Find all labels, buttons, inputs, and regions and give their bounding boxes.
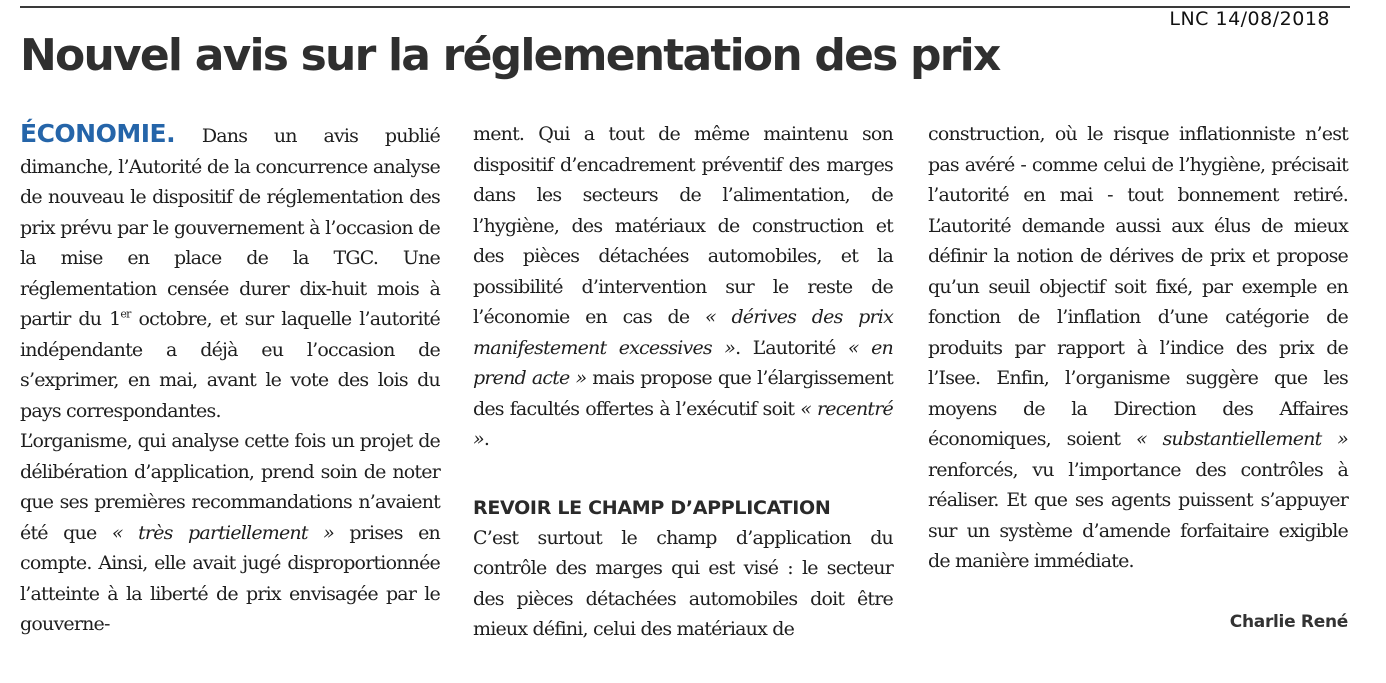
quote-en-prend-acte: « en prend acte »: [473, 336, 893, 389]
paragraph-4: C’est surtout le champ d’application du contrôle des marges qui est visé : le secteur des pièces détachées automobiles doit être mieux défini, celui des matériaux de: [473, 526, 893, 640]
paragraph-3-text-a: ment. Qui a tout de même maintenu son dispositif d’encadrement préventif des marges dans les secteurs de l’alimentation, de l’hygiène, des matériaux de construction et des pièces détachées automobiles, et la possibilité d’intervention sur le reste de l’économie en cas de: [473, 123, 893, 328]
paragraph-2-text-a: L’organisme, qui analyse cette fois un projet de délibération d’application, prend soin de noter que ses premières recommandations n’avaient été que: [20, 430, 440, 544]
quote-recentre: « recentré »: [473, 397, 893, 450]
source-date-label: LNC 14/08/2018: [1169, 8, 1330, 30]
paragraph-5: [928, 119, 1348, 577]
quote-derives-des-prix: « dérives des prix manifestement excessives »: [473, 306, 893, 359]
paragraph-1-text-a: Dans un avis publié dimanche, l’Autorité de la concurrence analyse de nouveau le dispositif de réglementation des prix prévu par le gouvernement à l’occasion de la mise en place de la TGC. Une réglementation censée durer dix-huit mois à partir du 1: [20, 125, 440, 330]
quote-tres-partiellement: « très partiellement »: [111, 521, 334, 544]
section-subheading: REVOIR LE CHAMP D’APPLICATION: [473, 496, 831, 519]
author-byline: Charlie René: [1229, 612, 1348, 632]
paragraph-3: [473, 119, 893, 455]
paragraph-5-text-a: construction, où le risque inflationniste n’est pas avéré - comme celui de l’hygiène, précisait l’autorité en mai - tout bonnement retiré. L’autorité demande aussi aux élus de mieux définir la notion de dérives de prix et propose qu’un seuil objectif soit fixé, par exemple en fonction de l’inflation d’une catégorie de produits par rapport à l’indice des prix de l’Isee. Enfin, l’organisme suggère que les moyens de la Direction des Affaires économiques, soient: [928, 123, 1348, 450]
paragraph-3-text-c: mais propose que l’élargissement des facultés offertes à l’exécutif soit: [473, 367, 894, 420]
paragraph-3-text-b: . L’autorité: [735, 336, 848, 359]
paragraph-1-text-b: octobre, et sur laquelle l’autorité indépendante a déjà eu l’occasion de s’exprimer, en mai, avant le vote des lois du pays correspondantes.: [20, 308, 440, 422]
article-headline: Nouvel avis sur la réglementation des prix: [20, 30, 1000, 81]
paragraph-2-text-b: prises en compte. Ainsi, elle avait jugé disproportionnée l’atteinte à la liberté de prix envisagée par le gouverne-: [20, 521, 440, 635]
paragraph-5-text-b: renforcés, vu l’importance des contrôles à réaliser. Et que ses agents puissent s’appuyer sur un système d’amende forfaitaire exigible de manière immédiate.: [928, 458, 1348, 572]
ordinal-suffix: er: [120, 307, 131, 321]
paragraph-1: [20, 119, 440, 426]
section-kicker: ÉCONOMIE.: [20, 119, 176, 148]
paragraph-2: [20, 426, 440, 640]
article-column-1: [20, 119, 440, 640]
article-column-3: [928, 119, 1348, 577]
top-rule: [20, 6, 1350, 8]
quote-substantiellement: « substantiellement »: [1135, 428, 1348, 450]
paragraph-3-text-d: .: [483, 428, 490, 450]
article-column-2: [473, 119, 893, 645]
